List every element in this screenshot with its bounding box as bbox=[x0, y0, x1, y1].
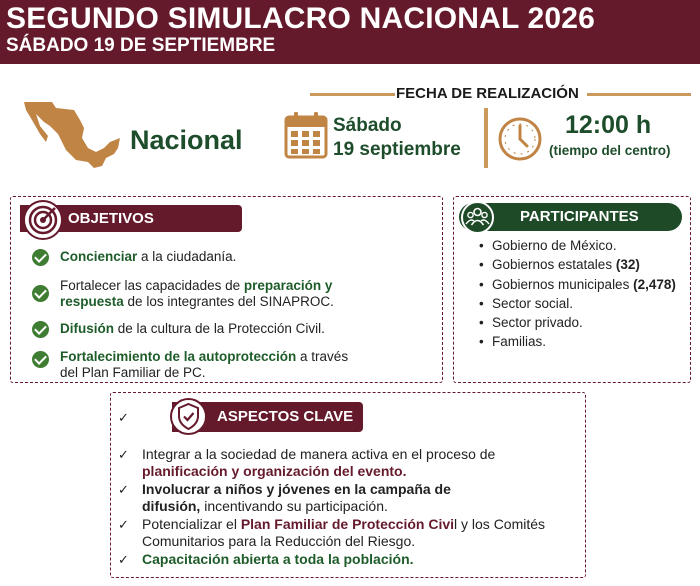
event-day: Sábado bbox=[333, 115, 402, 136]
page-title: SEGUNDO SIMULACRO NACIONAL 2026 bbox=[6, 2, 596, 35]
aspecto-highlight: Plan Familiar de Protección Civi bbox=[240, 516, 455, 532]
clock-icon bbox=[497, 116, 543, 162]
event-time: 12:00 h bbox=[565, 111, 652, 139]
check-mark-icon: ✓ bbox=[118, 552, 129, 567]
aspecto-text: incentivando su participación. bbox=[200, 498, 388, 514]
objetivos-heading: OBJETIVOS bbox=[20, 205, 242, 232]
aspecto-text: Integrar a la sociedad de manera activa en el proceso de bbox=[142, 446, 496, 462]
check-mark-icon: ✓ bbox=[118, 410, 129, 425]
aspectos-heading: ASPECTOS CLAVE bbox=[172, 402, 363, 432]
divider-line bbox=[310, 93, 395, 96]
check-mark-icon: ✓ bbox=[118, 482, 129, 497]
objetivo-highlight: preparación y respuesta bbox=[60, 278, 333, 309]
aspecto-highlight: Capacitación abierta a toda la población. bbox=[142, 551, 414, 567]
event-date bbox=[333, 114, 461, 162]
check-circle-icon bbox=[32, 249, 49, 266]
aspecto-text: l y los Comités Comunitarios para la Reducción del Riesgo. bbox=[142, 516, 546, 549]
people-group-icon bbox=[461, 201, 494, 234]
objetivo-text: de la cultura de la Protección Civil. bbox=[114, 321, 325, 336]
mexico-map-icon bbox=[22, 98, 122, 172]
participantes-list bbox=[477, 236, 687, 352]
aspecto-highlight: Involucrar a niños y jóvenes en la campaña de difusión, bbox=[142, 481, 451, 514]
header-banner bbox=[0, 0, 700, 64]
check-mark-icon: ✓ bbox=[118, 447, 129, 462]
objetivo-text: Fortalecer las capacidades de bbox=[60, 278, 244, 293]
objetivo-text: a través del Plan Familiar de PC. bbox=[60, 349, 349, 380]
objetivo-highlight: Fortalecimiento de la autoprotección bbox=[60, 349, 297, 364]
event-timezone: (tiempo del centro) bbox=[549, 143, 671, 158]
check-circle-icon bbox=[32, 321, 49, 338]
check-circle-icon bbox=[32, 351, 49, 368]
objetivo-highlight: Difusión bbox=[60, 321, 114, 336]
participante-item: • Sector social. bbox=[477, 294, 687, 313]
fecha-label: FECHA DE REALIZACIÓN bbox=[396, 85, 579, 102]
participante-item: • Gobiernos municipales (2,478) bbox=[477, 275, 687, 294]
aspecto-highlight: planificación y organización del evento. bbox=[142, 463, 407, 479]
calendar-icon bbox=[284, 111, 328, 159]
shield-check-icon bbox=[170, 398, 207, 435]
check-mark-icon: ✓ bbox=[118, 517, 129, 532]
check-circle-icon bbox=[32, 285, 49, 302]
page-subtitle: SÁBADO 19 DE SEPTIEMBRE bbox=[6, 35, 276, 56]
scope-label: Nacional bbox=[130, 125, 243, 155]
objetivo-highlight: Concienciar bbox=[60, 249, 138, 264]
participante-item: • Gobierno de México. bbox=[477, 236, 687, 255]
vertical-divider bbox=[484, 108, 488, 168]
objetivo-text: de los integrantes del SINAPROC. bbox=[123, 294, 334, 309]
objetivo-text: a la ciudadanía. bbox=[137, 249, 237, 264]
aspecto-text: Potencializar el bbox=[142, 516, 241, 532]
divider-line bbox=[587, 93, 691, 96]
participante-item: • Sector privado. bbox=[477, 313, 687, 332]
participantes-heading: PARTICIPANTES bbox=[459, 203, 682, 231]
participante-item: • Gobiernos estatales (32) bbox=[477, 255, 687, 274]
target-icon bbox=[23, 200, 63, 240]
participante-item: • Familias. bbox=[477, 332, 687, 351]
event-date-text: 19 septiembre bbox=[333, 139, 461, 160]
